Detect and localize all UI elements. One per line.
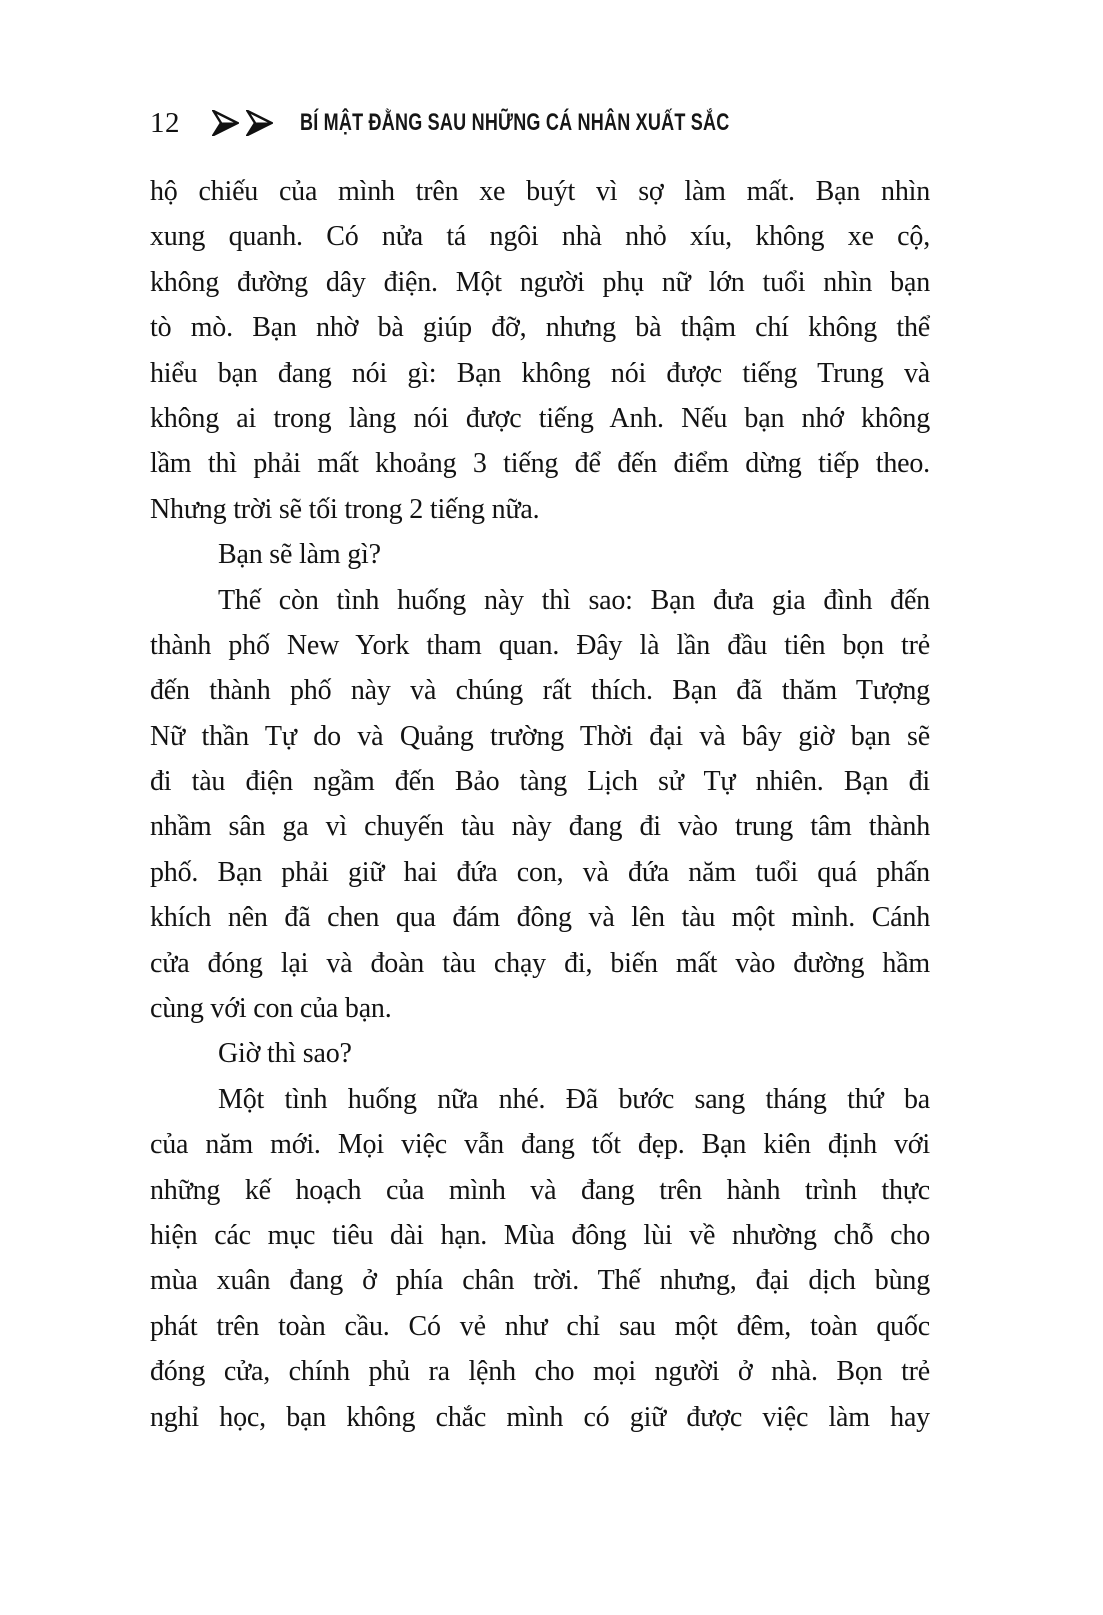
text-line: mùa xuân đang ở phía chân trời. Thế nhưng, đại dịch bùng <box>150 1265 930 1297</box>
text-line: nhầm sân ga vì chuyến tàu này đang đi vào trung tâm thành <box>150 811 930 843</box>
text-line: hiểu bạn đang nói gì: Bạn không nói được tiếng Trung và <box>150 357 930 389</box>
page-number: 12 <box>150 106 180 139</box>
text-line: của năm mới. Mọi việc vẫn đang tốt đẹp. Bạn kiên định với <box>150 1129 930 1161</box>
text-line: cùng với con của bạn. <box>150 993 392 1025</box>
text-line: Một tình huống nữa nhé. Đã bước sang tháng thứ ba <box>218 1083 930 1115</box>
text-line: không ai trong làng nói được tiếng Anh. Nếu bạn nhớ không <box>150 402 930 434</box>
text-line: Thế còn tình huống này thì sao: Bạn đưa gia đình đến <box>218 584 930 616</box>
text-line: cửa đóng lại và đoàn tàu chạy đi, biến mất vào đường hầm <box>150 947 930 979</box>
text-line: Giờ thì sao? <box>218 1038 352 1070</box>
text-line: phát trên toàn cầu. Có vẻ như chỉ sau một đêm, toàn quốc <box>150 1310 930 1342</box>
double-right-arrowhead-icon <box>212 110 273 136</box>
text-block <box>150 169 930 1440</box>
text-line: đi tàu điện ngầm đến Bảo tàng Lịch sử Tự nhiên. Bạn đi <box>150 766 930 798</box>
running-header-title: BÍ MẬT ĐẰNG SAU NHỮNG CÁ NHÂN XUẤT SẮC <box>300 108 730 136</box>
text-line: lầm thì phải mất khoảng 3 tiếng để đến điểm dừng tiếp theo. <box>150 448 930 480</box>
text-line: đóng cửa, chính phủ ra lệnh cho mọi người ở nhà. Bọn trẻ <box>150 1356 930 1388</box>
text-line: hộ chiếu của mình trên xe buýt vì sợ làm mất. Bạn nhìn <box>150 176 930 207</box>
text-line: đến thành phố này và chúng rất thích. Bạn đã thăm Tượng <box>150 675 930 707</box>
right-arrowhead-icon <box>212 110 239 136</box>
text-line: phố. Bạn phải giữ hai đứa con, và đứa năm tuổi quá phấn <box>150 856 930 888</box>
text-line: tò mò. Bạn nhờ bà giúp đỡ, nhưng bà thậm chí không thể <box>150 312 930 344</box>
text-line: khích nên đã chen qua đám đông và lên tàu một mình. Cánh <box>150 902 930 934</box>
text-line: hiện các mục tiêu dài hạn. Mùa đông lùi về nhường chỗ cho <box>150 1219 930 1251</box>
text-line: không đường dây điện. Một người phụ nữ lớn tuổi nhìn bạn <box>150 266 930 298</box>
text-line: xung quanh. Có nửa tá ngôi nhà nhỏ xíu, không xe cộ, <box>150 221 930 253</box>
text-line: những kế hoạch của mình và đang trên hành trình thực <box>150 1174 930 1206</box>
text-line: Bạn sẽ làm gì? <box>218 539 381 571</box>
text-line: nghỉ học, bạn không chắc mình có giữ được việc làm hay <box>150 1401 930 1433</box>
page-header <box>150 103 950 143</box>
right-arrowhead-icon <box>246 110 273 136</box>
text-line: Nhưng trời sẽ tối trong 2 tiếng nữa. <box>150 493 540 525</box>
text-line: thành phố New York tham quan. Đây là lần đầu tiên bọn trẻ <box>150 629 930 661</box>
text-line: Nữ thần Tự do và Quảng trường Thời đại và bây giờ bạn sẽ <box>150 720 930 752</box>
